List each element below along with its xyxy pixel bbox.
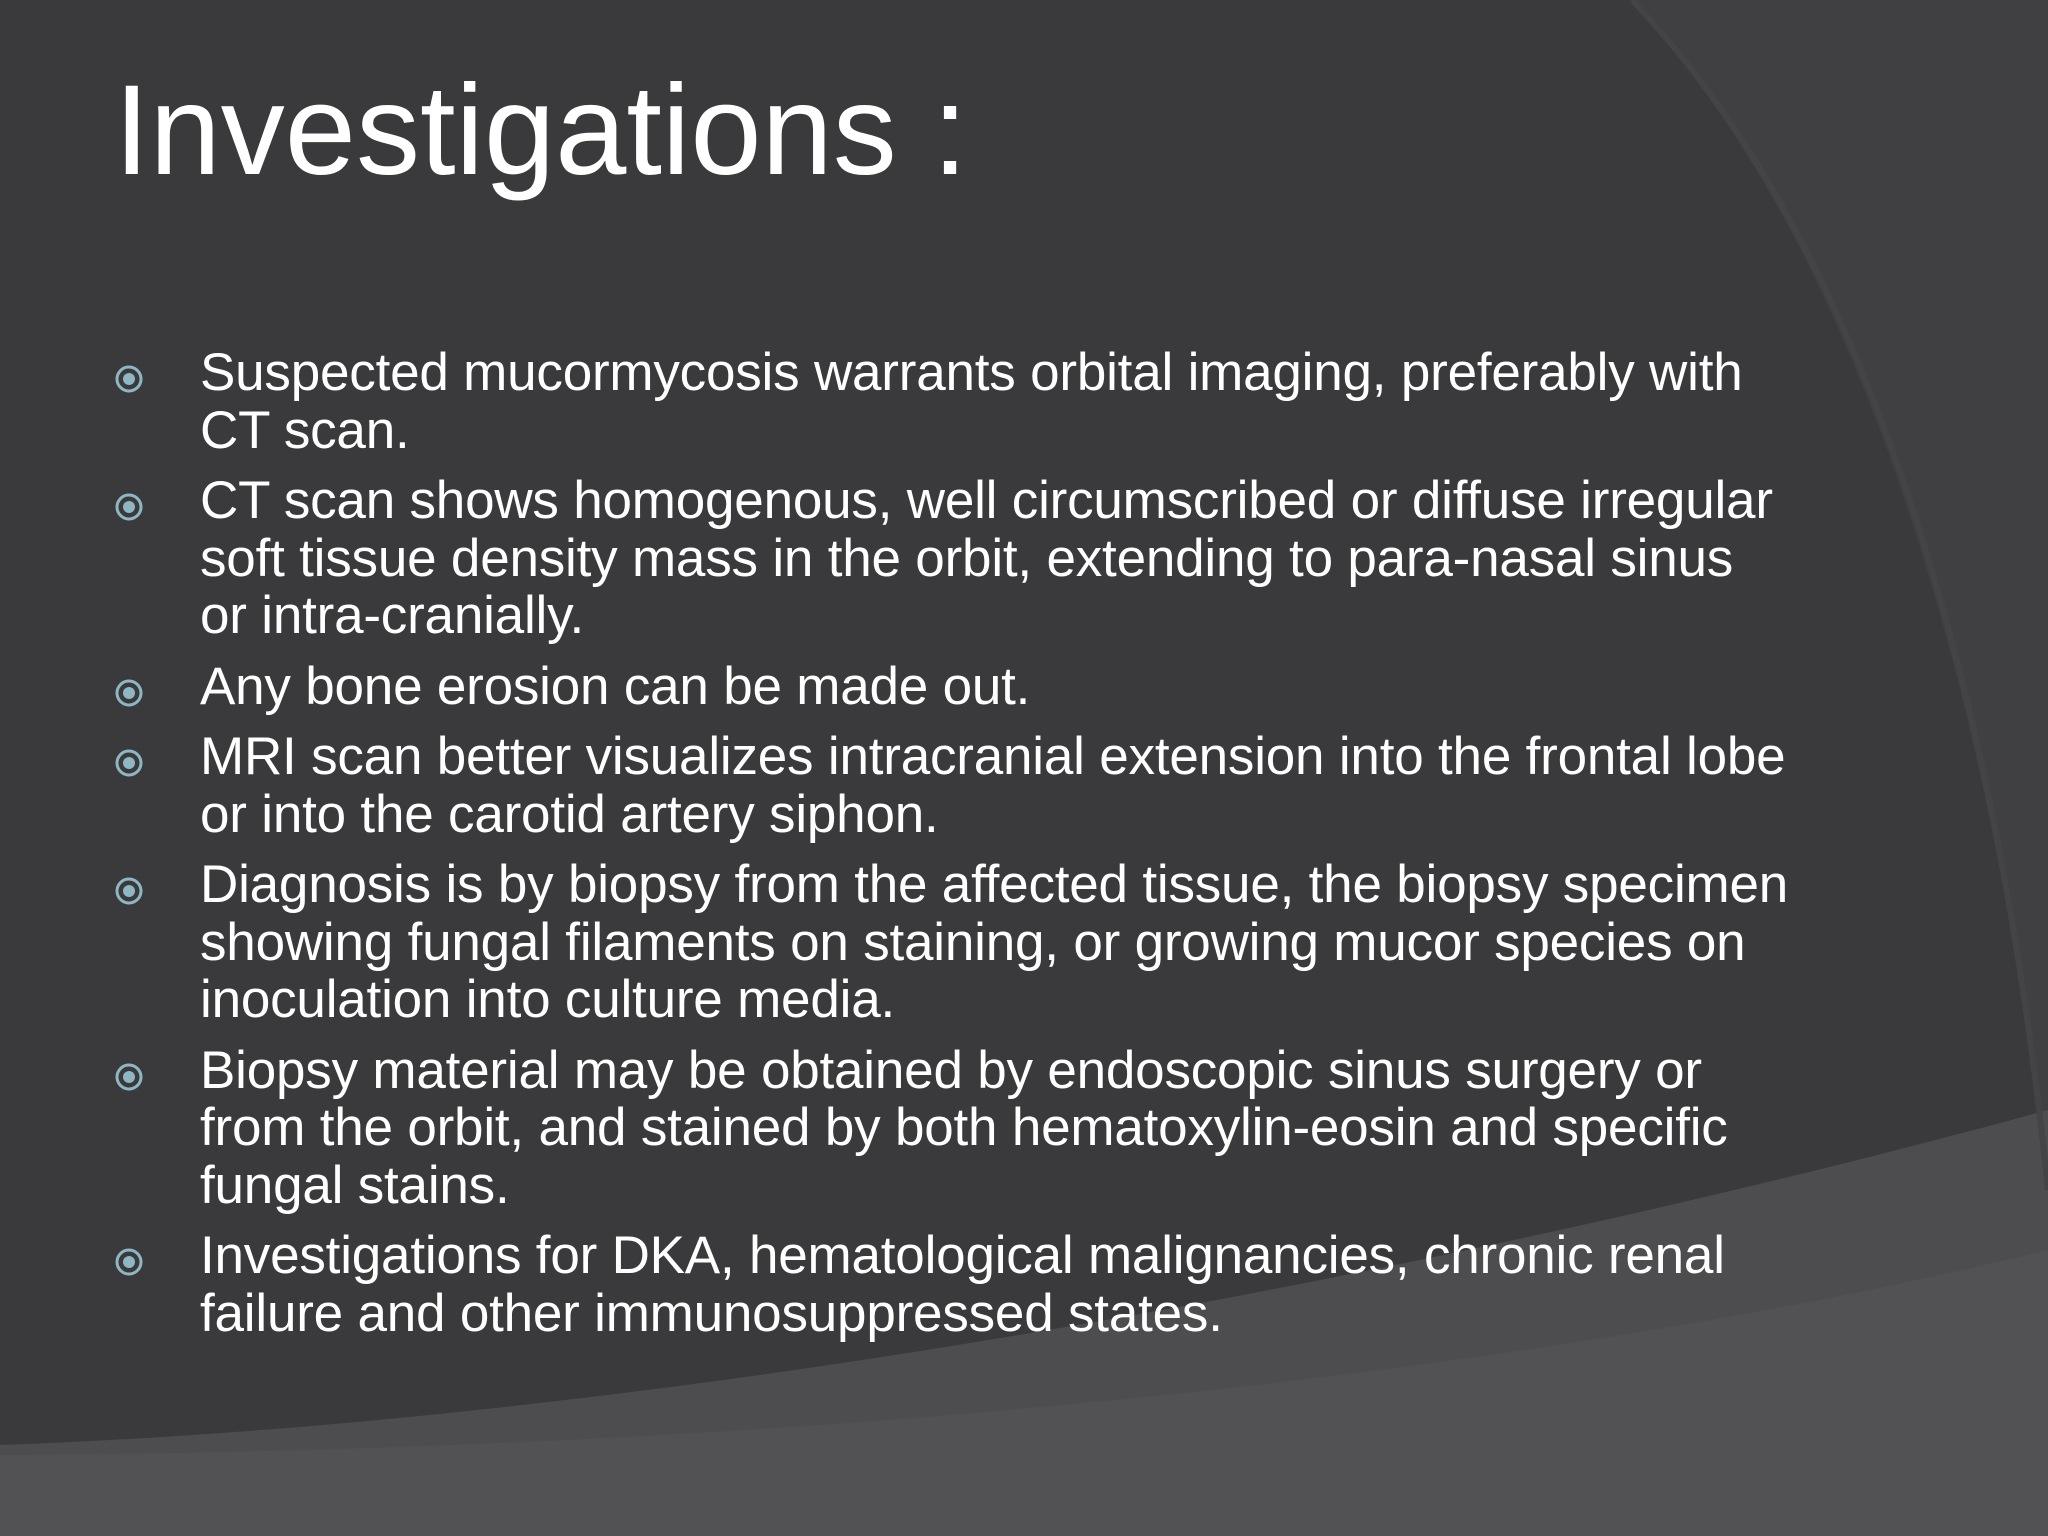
bullet-item: [114, 658, 1794, 716]
bullet-item: [114, 728, 1794, 843]
slide-title: Investigations :: [114, 59, 968, 202]
bullet-text: Investigations for DKA, hematological malignancies, chronic renal failure and other immunosuppressed states.: [200, 1226, 1725, 1343]
bullet-text: Suspected mucormycosis warrants orbital imaging, preferably with CT scan.: [200, 343, 1743, 460]
bullet-list: [114, 344, 1794, 1355]
bullet-item: [114, 472, 1794, 645]
bullet-item: [114, 1042, 1794, 1215]
bullet-text: Any bone erosion can be made out.: [200, 656, 1031, 716]
circled-dot-icon: [114, 1062, 144, 1092]
circled-dot-icon: [114, 364, 144, 394]
bullet-item: [114, 1227, 1794, 1342]
bullet-item: [114, 344, 1794, 459]
bullet-text: Biopsy material may be obtained by endoscopic sinus surgery or from the orbit, and stained by both hematoxylin-eosin and specific fungal stains.: [200, 1040, 1728, 1215]
bullet-item: [114, 856, 1794, 1029]
circled-dot-icon: [114, 748, 144, 778]
bullet-text: CT scan shows homogenous, well circumscribed or diffuse irregular soft tissue density mass in the orbit, extending to para-nasal sinus or intra-cranially.: [200, 471, 1773, 645]
circled-dot-icon: [114, 876, 144, 906]
circled-dot-icon: [114, 492, 144, 522]
bullet-text: Diagnosis is by biopsy from the affected tissue, the biopsy specimen showing fungal filaments on staining, or growing mucor species on inoculation into culture media.: [200, 855, 1789, 1029]
circled-dot-icon: [114, 1247, 144, 1277]
circled-dot-icon: [114, 678, 144, 708]
bullet-text: MRI scan better visualizes intracranial extension into the frontal lobe or into the carotid artery siphon.: [200, 727, 1786, 844]
